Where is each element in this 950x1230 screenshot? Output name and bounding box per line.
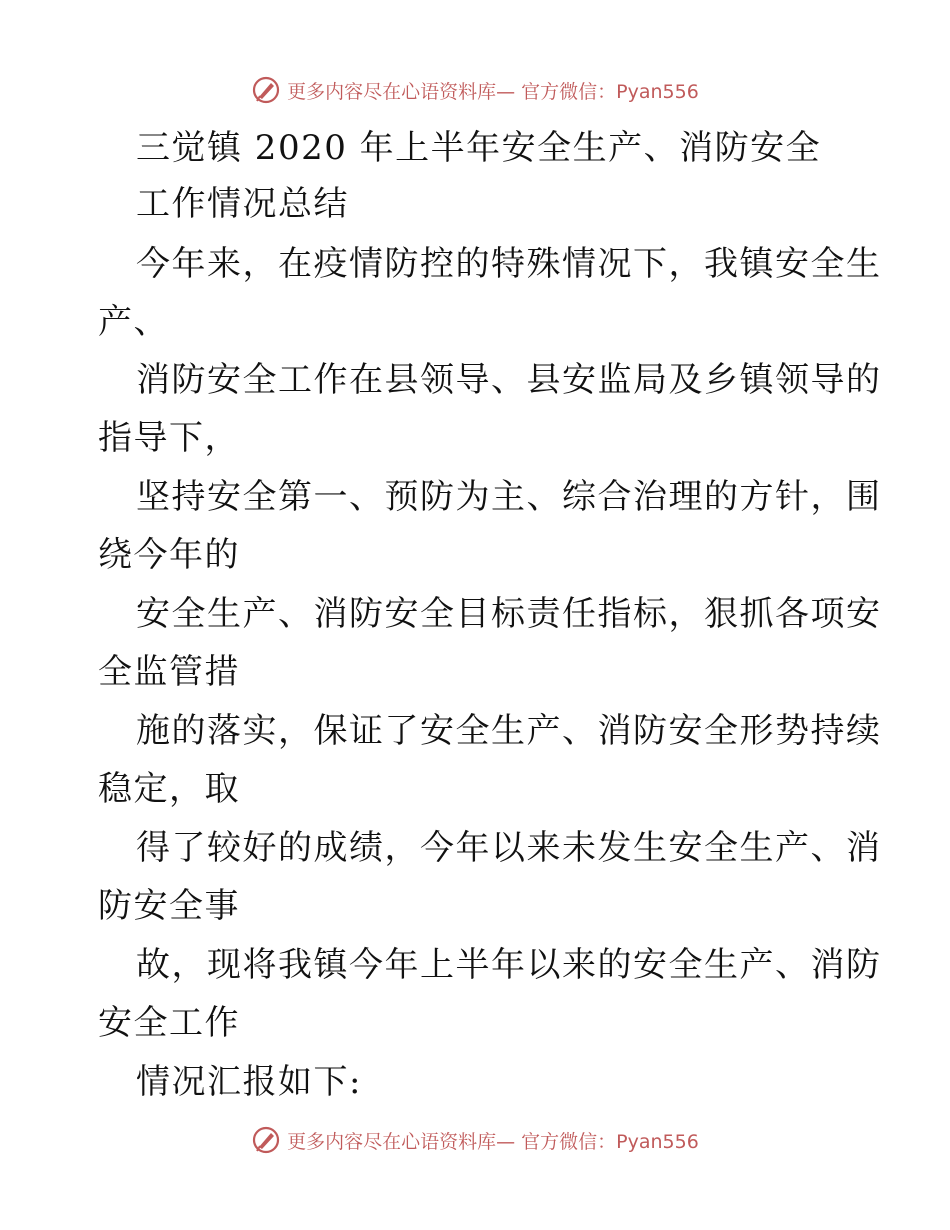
header-watermark [0, 70, 950, 110]
paragraph-line: 施的落实，保证了安全生产、消防安全形势持续 [136, 711, 882, 751]
paragraph-line: 稳定，取 [98, 769, 240, 809]
watermark-wechat-text: 官方微信：Pyan556 [521, 80, 699, 103]
paragraph-line: 安全生产、消防安全目标责任指标，狠抓各项安 [136, 594, 882, 634]
footer-watermark [0, 1120, 950, 1160]
paragraph-line: 得了较好的成绩，今年以来未发生安全生产、消 [136, 828, 882, 868]
paragraph-line: 绕今年的 [98, 535, 240, 575]
document-title-line-1: 三觉镇 2020 年上半年安全生产、消防安全 [136, 128, 822, 168]
watermark-site-text: 更多内容尽在心语资料库— [287, 80, 516, 103]
quill-pen-icon [251, 75, 281, 105]
paragraph-line: 故，现将我镇今年上半年以来的安全生产、消防 [136, 945, 882, 985]
paragraph-line: 消防安全工作在县领导、县安监局及乡镇领导的 [136, 360, 882, 400]
watermark-wechat-text: 官方微信：Pyan556 [521, 1130, 699, 1153]
paragraph-line: 防安全事 [98, 886, 240, 926]
watermark-site-text: 更多内容尽在心语资料库— [287, 1130, 516, 1153]
paragraph-line: 全监管措 [98, 652, 240, 692]
paragraph-line: 坚持安全第一、预防为主、综合治理的方针，围 [136, 477, 882, 517]
paragraph-line: 情况汇报如下: [136, 1062, 362, 1102]
paragraph-line: 产、 [98, 302, 169, 342]
quill-pen-icon [251, 1125, 281, 1155]
paragraph-line: 安全工作 [98, 1003, 240, 1043]
paragraph-line: 今年来，在疫情防控的特殊情况下，我镇安全生 [136, 244, 882, 284]
document-title-line-2: 工作情况总结 [136, 184, 349, 224]
paragraph-line: 指导下， [98, 418, 240, 458]
